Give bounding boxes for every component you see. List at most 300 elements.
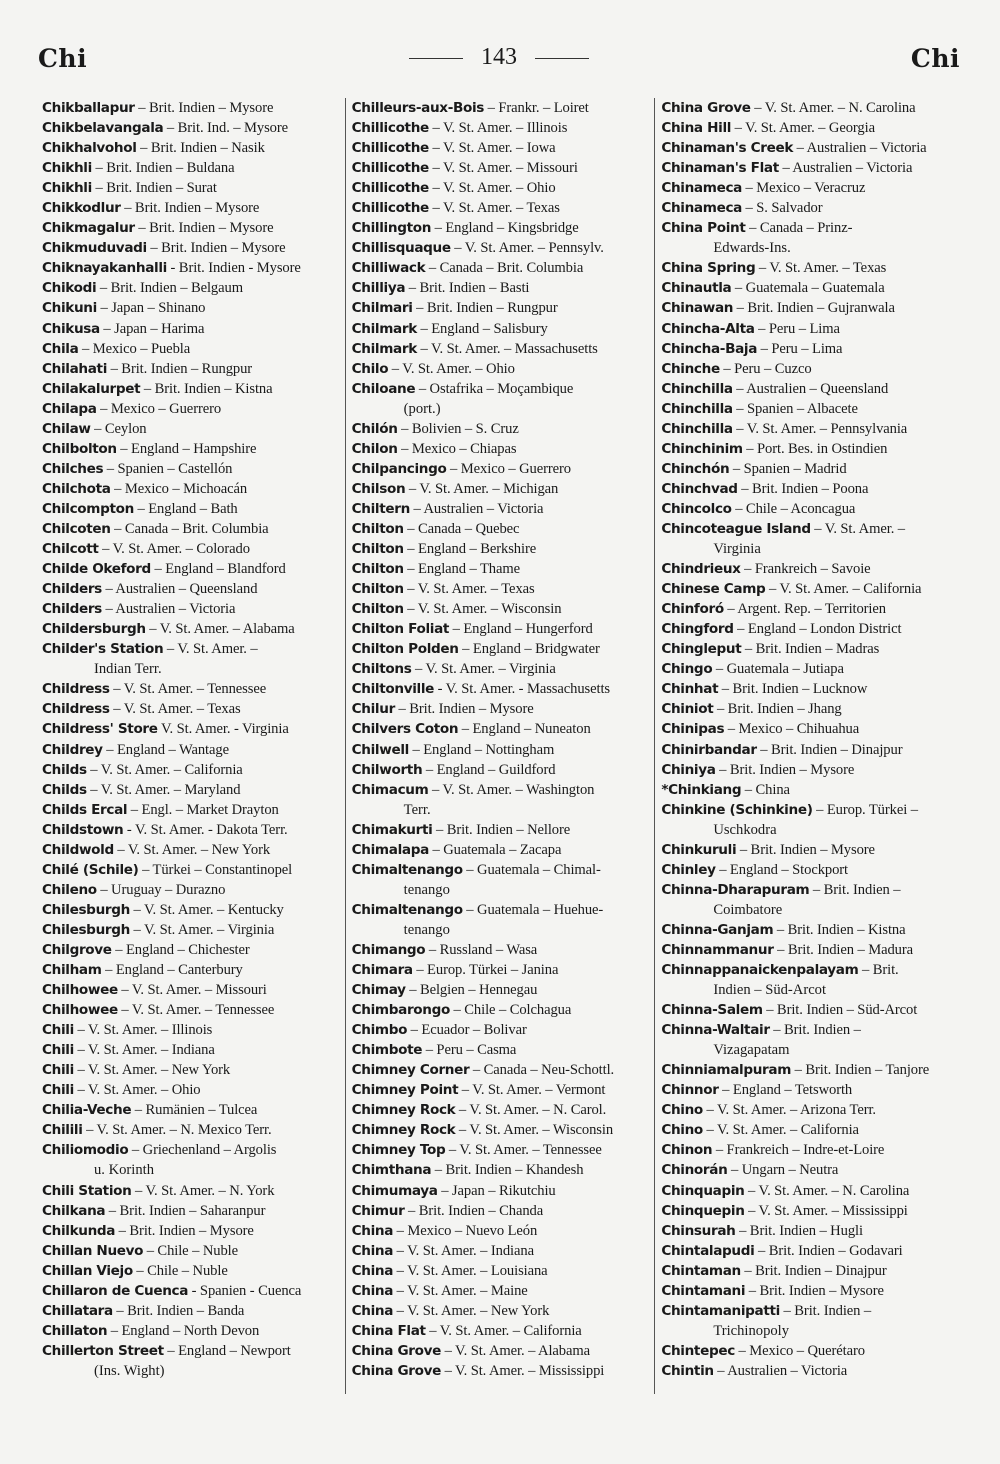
place-location: – V. St. Amer. – Virginia [411, 661, 556, 678]
gazetteer-entry [661, 619, 958, 639]
gazetteer-entry [352, 659, 649, 679]
place-name: Chillington [351, 220, 432, 237]
place-location: – England – North Devon [107, 1322, 260, 1339]
place-name: Chinnor [661, 1082, 719, 1099]
place-name: Chila [42, 340, 79, 357]
place-location: – England – Tetsworth [718, 1082, 853, 1099]
place-location: – Brit. Indien – Mysore [120, 200, 260, 217]
place-name: Chintalapudi [661, 1242, 755, 1259]
place-location: – England – Wantage [102, 741, 229, 758]
place-name: China Spring [661, 260, 756, 277]
gazetteer-entry [661, 719, 958, 739]
place-location: – V. St. Amer. – Missouri [428, 160, 578, 177]
place-name: Chinirbandar [661, 741, 757, 758]
place-location: – V. St. Amer. – Washington [428, 781, 595, 798]
place-location: – Brit. Indien – Mysore [736, 841, 875, 858]
place-name: Chilvers Coton [351, 721, 459, 738]
gazetteer-entry [352, 439, 649, 459]
place-name: China Hill [661, 120, 732, 137]
place-location: – Russland – Wasa [425, 941, 538, 958]
place-name: Chinna-Salem [661, 1002, 763, 1019]
gazetteer-entry [661, 800, 958, 840]
gazetteer-entry [661, 339, 958, 359]
gazetteer-entry [352, 1241, 649, 1261]
gazetteer-entry [42, 319, 339, 339]
gazetteer-entry [661, 1201, 958, 1221]
place-name: Childstown [42, 821, 124, 838]
place-location-continued: u. Korinth [94, 1162, 154, 1179]
place-name: Chintamanipatti [661, 1302, 780, 1319]
place-location: – V. St. Amer. – California [702, 1122, 859, 1139]
place-name: Chimney Top [351, 1142, 446, 1159]
place-location: – V. St. Amer. – N. Carol. [455, 1102, 607, 1119]
place-location: – Brit. Indien – Tanjore [791, 1062, 930, 1079]
place-location: – Brit. Indien – Mysore [134, 220, 274, 237]
place-name: Chikodi [42, 280, 97, 297]
place-location-continued: Virginia [713, 541, 761, 558]
place-name: China Flat [351, 1322, 426, 1339]
place-location: – Brit. Indien – Nellore [432, 821, 571, 838]
place-name: Chilakalurpet [42, 380, 141, 397]
place-name: Chilmark [351, 320, 417, 337]
place-name: Chimbo [351, 1022, 408, 1039]
place-name: Chikmuduvadi [42, 240, 147, 257]
gazetteer-entry [352, 1000, 649, 1020]
place-location: – Frankr. – Loiret [484, 100, 589, 116]
place-name: Chilmark [351, 340, 417, 357]
place-name: Childers [42, 581, 102, 598]
place-location: – V. St. Amer. – Tennessee [445, 1142, 602, 1159]
place-location: – Mexico – Querétaro [734, 1342, 865, 1359]
gazetteer-entry [42, 1140, 339, 1180]
place-location: – Ceylon [90, 420, 147, 437]
place-name: Chili [42, 1062, 74, 1079]
place-location: – Peru – Cuzco [719, 360, 812, 377]
place-location-continued: Coimbatore [713, 901, 783, 918]
gazetteer-entry [352, 319, 649, 339]
place-location: – Australien – Victoria [793, 140, 927, 157]
gazetteer-entry [352, 479, 649, 499]
place-name: Chiltons [351, 661, 412, 678]
place-location: – England – Chichester [111, 941, 250, 958]
place-name: Chinaman's Flat [661, 160, 779, 177]
place-location: – Mexico – Veracruz [741, 180, 866, 197]
gazetteer-entry [661, 840, 958, 860]
place-location: – V. St. Amer. – Indiana [393, 1242, 534, 1259]
place-location-continued: tenango [403, 881, 450, 898]
place-location: – Guatemala – Guatemala [731, 280, 885, 297]
place-location: – V. St. Amer. – Georgia [731, 120, 875, 137]
place-name: Chilgrove [42, 941, 112, 958]
place-location: – V. St. Amer. – Tennessee [117, 1002, 275, 1019]
place-location: – Brit. Indien – [780, 1302, 872, 1319]
place-location: – Guatemala – Chimal- [462, 861, 601, 878]
gazetteer-entry [352, 1140, 649, 1160]
place-name: Chingford [661, 621, 734, 638]
gazetteer-entry [42, 900, 339, 920]
place-name: Childwold [42, 841, 114, 858]
gazetteer-entry [352, 699, 649, 719]
place-name: Chili [42, 1042, 74, 1059]
place-location: – Australien – Queensland [732, 380, 889, 397]
place-location: – V. St. Amer. – Wisconsin [455, 1122, 614, 1139]
place-location: – Brit. Indien – Lucknow [718, 681, 868, 698]
place-name: China [351, 1262, 394, 1279]
place-name: Chilón [351, 420, 398, 437]
place-name: Chiloane [351, 380, 416, 397]
place-name: Chimbote [351, 1042, 423, 1059]
place-location: – Brit. Indien – Mysore [715, 761, 855, 778]
place-name: Chili [42, 1022, 74, 1039]
column-1 [36, 98, 345, 1394]
place-location: – Brit. Indien – Mysore [134, 100, 274, 116]
place-name: Chilliya [351, 280, 406, 297]
place-name: Chilbolton [42, 440, 117, 457]
place-location: – Australien – Queensland [101, 581, 258, 598]
gazetteer-entry [352, 599, 649, 619]
gazetteer-entry [352, 1020, 649, 1040]
gazetteer-entry [352, 820, 649, 840]
place-location: – Canada – Quebec [403, 520, 520, 537]
place-location: – V. St. Amer. – Illinois [428, 120, 568, 137]
place-location: – Canada – Brit. Columbia [110, 520, 269, 537]
gazetteer-entry [42, 1120, 339, 1140]
place-location: – V. St. Amer. – Colorado [98, 541, 250, 558]
gazetteer-entry [661, 1341, 958, 1361]
gazetteer-entry [661, 1160, 958, 1180]
place-name: Chinchilla [661, 380, 733, 397]
place-name: Chincha-Baja [661, 340, 758, 357]
place-location: – England – Blandford [150, 561, 286, 578]
gazetteer-entry [42, 519, 339, 539]
place-name: Childress [42, 681, 110, 698]
place-location: – Brit. Indien – Saharanpur [105, 1202, 266, 1219]
gazetteer-entry [661, 940, 958, 960]
place-name: China [351, 1282, 394, 1299]
place-location: – Chile – Aconcagua [731, 500, 856, 517]
gazetteer-entry [42, 1100, 339, 1120]
place-name: Chikuni [42, 300, 97, 317]
gazetteer-entry [352, 138, 649, 158]
place-name: Chilcompton [42, 500, 134, 517]
place-location: – England – Stockport [715, 861, 849, 878]
place-name: Chimakurti [351, 821, 433, 838]
place-location: – Australien – Victoria [713, 1362, 848, 1379]
place-location: – V. St. Amer. – California [86, 761, 243, 778]
gazetteer-entry [661, 278, 958, 298]
gazetteer-entry [661, 599, 958, 619]
gazetteer-entry [352, 519, 649, 539]
place-location: – V. St. Amer. – Mississippi [744, 1202, 908, 1219]
place-location: – Port. Bes. in Ostindien [742, 440, 888, 457]
gazetteer-entry [42, 599, 339, 619]
place-location: – Brit. Indien – Rungpur [107, 360, 253, 377]
place-location: – Brit. Indien – Kistna [773, 921, 906, 938]
gazetteer-entry [661, 1000, 958, 1020]
place-name: Chinforó [661, 601, 724, 618]
place-name: Chileno [42, 881, 97, 898]
gazetteer-entry [42, 258, 339, 278]
place-location: – Canada – Brit. Columbia [425, 260, 584, 277]
place-location: – Ostafrika – Moçambique [415, 380, 574, 397]
place-location: – Europ. Türkei – Janina [412, 962, 559, 979]
place-location: – V. St. Amer. – Mississippi [441, 1362, 605, 1379]
place-location: – V. St. Amer. – Ohio [73, 1082, 201, 1099]
place-location: – Brit. Indien – Surat [91, 180, 217, 197]
gazetteer-entry [661, 880, 958, 920]
place-location: – Spanien – Madrid [729, 460, 847, 477]
gazetteer-entry [661, 1100, 958, 1120]
gazetteer-entry [352, 158, 649, 178]
place-location: – Brit. Indien – Hugli [735, 1222, 863, 1239]
place-location-continued: Edwards-Ins. [713, 240, 791, 257]
place-location-continued: (Ins. Wight) [94, 1362, 165, 1379]
place-name: Chintin [661, 1362, 714, 1379]
gazetteer-entry [661, 459, 958, 479]
place-name: Chillicothe [351, 160, 429, 177]
place-location: – V. St. Amer. – Texas [755, 260, 887, 277]
gazetteer-entry [42, 339, 339, 359]
gazetteer-entry [42, 679, 339, 699]
place-name: Chilpancingo [351, 460, 447, 477]
gazetteer-entry [42, 719, 339, 739]
place-name: Chincha-Alta [661, 320, 755, 337]
place-name: Chinna-Ganjam [661, 921, 774, 938]
place-name: Chilesburgh [42, 921, 130, 938]
gazetteer-entry [352, 1100, 649, 1120]
gazetteer-entry [661, 218, 958, 258]
place-location: – Griechenland – Argolis [128, 1142, 277, 1159]
place-name: Chillicothe [351, 120, 429, 137]
gazetteer-entry [352, 679, 649, 699]
gazetteer-entry [352, 619, 649, 639]
place-location: – S. Salvador [741, 200, 823, 217]
place-location-continued: Uschkodra [713, 821, 777, 838]
gazetteer-entry [352, 639, 649, 659]
place-name: Chinameca [661, 180, 742, 197]
gazetteer-entry [352, 1221, 649, 1241]
place-location: – Brit. Indien – Mysore [115, 1222, 254, 1239]
place-location: – England – London District [733, 621, 902, 638]
place-location: – V. St. Amer. – Texas [403, 581, 535, 598]
gazetteer-entry [661, 399, 958, 419]
place-location: – Peru – Lima [754, 320, 840, 337]
place-name: Chikhalvohol [42, 140, 137, 157]
place-name: Chimacum [351, 781, 429, 798]
place-name: Chintepec [661, 1342, 735, 1359]
gazetteer-entry [42, 860, 339, 880]
place-location: – V. St. Amer. – Vermont [458, 1082, 606, 1099]
place-location: – V. St. Amer. – California [765, 581, 922, 598]
gazetteer-entry [352, 1261, 649, 1281]
gazetteer-entry [42, 158, 339, 178]
gazetteer-entry [42, 1020, 339, 1040]
gazetteer-entry [42, 1060, 339, 1080]
place-location: – Mexico – Nuevo León [393, 1222, 538, 1239]
place-name: Chingo [661, 661, 713, 678]
gazetteer-entry [352, 1361, 649, 1381]
place-location: – Engl. – Market Drayton [127, 801, 279, 818]
gazetteer-entry [661, 1020, 958, 1060]
place-location: – Brit. Indien – Khandesh [431, 1162, 584, 1179]
gazetteer-entry [42, 198, 339, 218]
gazetteer-entry [42, 1281, 339, 1301]
place-location: – Peru – Casma [422, 1042, 517, 1059]
header-rule-left [409, 58, 463, 59]
place-name: *Chinkiang [661, 781, 742, 798]
gazetteer-entry [352, 1341, 649, 1361]
place-name: Chinhat [661, 681, 719, 698]
place-location: – Brit. Indien – Madura [773, 941, 914, 958]
gazetteer-entry [42, 399, 339, 419]
place-name: Chilkana [42, 1202, 106, 1219]
place-name: Chilahati [42, 360, 108, 377]
place-name: China Point [661, 220, 746, 237]
gazetteer-entry [42, 1261, 339, 1281]
place-location-continued: tenango [403, 921, 450, 938]
gazetteer-entry [42, 539, 339, 559]
place-name: Chintamani [661, 1282, 746, 1299]
place-name: Childers [42, 601, 102, 618]
place-name: Chinon [661, 1142, 713, 1159]
gazetteer-entry [661, 1361, 958, 1381]
gazetteer-entry [661, 479, 958, 499]
place-location: – Europ. Türkei – [812, 801, 918, 818]
place-location: – Spanien – Castellón [103, 460, 233, 477]
place-name: Chilmari [351, 300, 413, 317]
gazetteer-entry [352, 499, 649, 519]
gazetteer-entry [352, 579, 649, 599]
place-name: Chilworth [351, 761, 423, 778]
place-location: – England – Bridgwater [458, 641, 600, 658]
gazetteer-entry [661, 379, 958, 399]
place-name: Chimaltenango [351, 861, 463, 878]
place-location: – Brit. Ind. – Mysore [163, 120, 289, 137]
place-name: Chikhli [42, 180, 92, 197]
column-3 [654, 98, 964, 1394]
place-location-continued: Indien – Süd-Arcot [713, 982, 827, 999]
place-name: China Grove [351, 1342, 442, 1359]
place-name: Chinquapin [661, 1182, 745, 1199]
place-location: – V. St. Amer. – N. York [131, 1182, 275, 1199]
place-name: Chintaman [661, 1262, 741, 1279]
gazetteer-entry [352, 118, 649, 138]
gazetteer-entry [661, 920, 958, 940]
place-location: – Brit. [858, 962, 899, 979]
place-location: – Brit. Indien – Buldana [91, 160, 235, 177]
place-name: Chimumaya [351, 1182, 438, 1199]
gazetteer-entry [42, 1040, 339, 1060]
place-location: - V. St. Amer. - Massachusetts [434, 681, 610, 698]
gazetteer-entry [42, 359, 339, 379]
place-location: – China [741, 781, 790, 798]
place-name: Childress' Store [42, 721, 158, 738]
gazetteer-entry [352, 559, 649, 579]
header-right-catchword: Chi [910, 44, 960, 73]
place-name: Chilcoten [42, 520, 111, 537]
gazetteer-entry [352, 900, 649, 940]
gazetteer-entry [661, 639, 958, 659]
place-name: Chilton Polden [351, 641, 459, 658]
place-name: China Grove [661, 100, 751, 116]
gazetteer-entry [661, 198, 958, 218]
gazetteer-entry [661, 359, 958, 379]
place-name: Chinna-Waltair [661, 1022, 770, 1039]
place-location: – England – Kingsbridge [431, 220, 579, 237]
place-location: – V. St. Amer. – Louisiana [393, 1262, 548, 1279]
place-location: – Brit. Indien – Dinajpur [756, 741, 903, 758]
place-location: – Brit. Indien – Basti [405, 280, 530, 297]
place-location: – V. St. Amer. – Tennessee [109, 681, 267, 698]
gazetteer-entry [42, 1221, 339, 1241]
gazetteer-entry [661, 158, 958, 178]
place-location: – Türkei – Constantinopel [138, 861, 293, 878]
place-location: – V. St. Amer. – Texas [428, 200, 560, 217]
place-location-continued: Vizagapatam [713, 1042, 790, 1059]
place-name: Childersburgh [42, 621, 146, 638]
place-location: – Mexico – Chiapas [397, 440, 517, 457]
gazetteer-entry [661, 780, 958, 800]
gazetteer-entry [352, 960, 649, 980]
gazetteer-entry [42, 298, 339, 318]
gazetteer-entry [661, 138, 958, 158]
place-location: – Mexico – Michoacán [110, 480, 248, 497]
gazetteer-entry [42, 699, 339, 719]
place-location-continued: Trichinopoly [713, 1322, 790, 1339]
gazetteer-entry [352, 298, 649, 318]
gazetteer-entry [352, 760, 649, 780]
place-name: Chillan Viejo [42, 1262, 133, 1279]
place-location: – Brit. Indien – Dinajpur [740, 1262, 887, 1279]
gazetteer-entry [42, 1080, 339, 1100]
place-name: Chillaton [42, 1322, 108, 1339]
place-location: – V. St. Amer. – [163, 641, 258, 658]
gazetteer-entry [42, 639, 339, 679]
gazetteer-entry [42, 1301, 339, 1321]
gazetteer-entry [42, 579, 339, 599]
place-location: V. St. Amer. - Virginia [157, 721, 289, 738]
gazetteer-entry [661, 679, 958, 699]
gazetteer-entry [352, 840, 649, 860]
place-location: – England – Salisbury [416, 320, 548, 337]
place-name: Chillerton Street [42, 1342, 164, 1359]
place-name: Chikbelavangala [42, 120, 164, 137]
place-name: Chilcott [42, 541, 99, 558]
gazetteer-entry [42, 278, 339, 298]
entry-columns [36, 98, 964, 1394]
gazetteer-entry [352, 278, 649, 298]
place-name: Childer's Station [42, 641, 164, 658]
place-name: Chilwell [351, 741, 409, 758]
place-name: Chinnammanur [661, 941, 774, 958]
gazetteer-entry [42, 178, 339, 198]
place-name: Chilhowee [42, 982, 118, 999]
place-name: Chillicothe [351, 200, 429, 217]
place-location: – Brit. Indien – Rungpur [412, 300, 558, 317]
place-name: Chinchvad [661, 480, 738, 497]
place-location: – Brit. Indien – Mysore [394, 701, 534, 718]
place-location: – Guatemala – Jutiapa [712, 661, 844, 678]
place-name: Chinkine (Schinkine) [661, 801, 813, 818]
place-name: Chino [661, 1122, 703, 1139]
place-name: Chilur [351, 701, 395, 718]
place-name: Chimney Rock [351, 1122, 456, 1139]
place-name: Chinquepin [661, 1202, 745, 1219]
gazetteer-entry [661, 960, 958, 1000]
gazetteer-entry [352, 1060, 649, 1080]
place-location-continued: (port.) [403, 400, 441, 417]
place-name: Chimthana [351, 1162, 432, 1179]
